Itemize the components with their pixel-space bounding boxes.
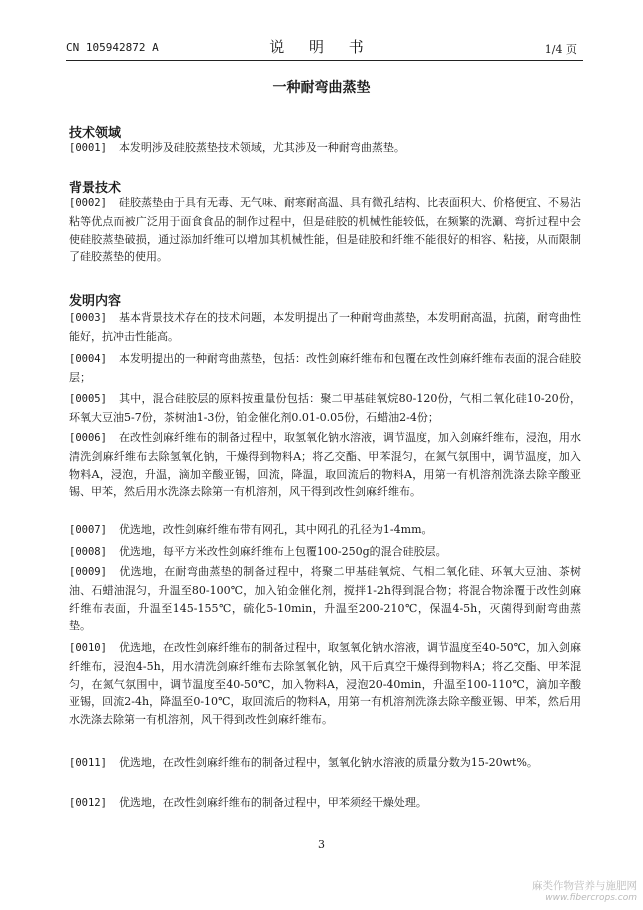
paragraph-number: [0010] bbox=[69, 642, 107, 654]
paragraph-text: 在改性剑麻纤维布的制备过程中，取氢氧化钠水溶液，调节温度，加入剑麻纤维布，浸泡，用水清洗剑麻纤维布去除氢氧化钠，干燥得到物料A；将乙交酯、甲苯混匀，在氮气氛围中，调节温度，加入物料A，浸泡，升温，滴加辛酸亚锡，回流，降温，取回流后的物料A，用第一有机溶剂洗涤去除辛酸亚锡、甲苯，然后用水洗涤去除第一有机溶剂，风干得到改性剑麻纤维布。 bbox=[69, 431, 581, 499]
paragraph bbox=[69, 639, 581, 729]
paragraph bbox=[69, 521, 581, 540]
paragraph bbox=[69, 543, 581, 562]
header-divider bbox=[66, 60, 583, 61]
patent-number: CN 105942872 A bbox=[66, 41, 159, 54]
paragraph-number: [0009] bbox=[69, 566, 107, 578]
page-indicator: 1/4 页 bbox=[544, 43, 577, 56]
paragraph-number: [0001] bbox=[69, 142, 107, 154]
paragraph-text: 其中，混合硅胶层的原料按重量份包括：聚二甲基硅氧烷80-120份，气相二氧化硅10-20份，环氧大豆油5-7份，茶树油1-3份，铂金催化剂0.01-0.05份，石蜡油2-4份； bbox=[69, 392, 581, 424]
paragraph-number: [0008] bbox=[69, 546, 107, 558]
watermark-url: www.fibercrops.com bbox=[545, 893, 637, 903]
section-heading-tech-field: 技术领域 bbox=[69, 126, 122, 141]
paragraph bbox=[69, 563, 581, 635]
paragraph-text: 本发明提出的一种耐弯曲蒸垫，包括：改性剑麻纤维布和包覆在改性剑麻纤维布表面的混合硅胶层； bbox=[69, 352, 581, 384]
page-number: 3 bbox=[318, 838, 325, 851]
paragraph-text: 优选地，在改性剑麻纤维布的制备过程中，氢氧化钠水溶液的质量分数为15-20wt%。 bbox=[118, 756, 538, 769]
paragraph-number: [0012] bbox=[69, 797, 107, 809]
paragraph bbox=[69, 350, 581, 387]
paragraph bbox=[69, 139, 581, 158]
section-heading-content: 发明内容 bbox=[69, 294, 122, 309]
paragraph-number: [0002] bbox=[69, 197, 107, 209]
paragraph-text: 优选地，在耐弯曲蒸垫的制备过程中，将聚二甲基硅氧烷、气相二氧化硅、环氧大豆油、茶树油、石蜡油混匀，升温至80-100℃，加入铂金催化剂，搅拌1-2h得到混合物；将混合物涂覆于改性剑麻纤维布表面，升温至145-155℃，硫化5-10min，升温至200-210℃，保温4-5h，灭菌得到耐弯曲蒸垫。 bbox=[69, 565, 581, 633]
watermark-site-name: 麻类作物营养与施肥网 bbox=[532, 880, 637, 892]
paragraph bbox=[69, 309, 581, 346]
watermark bbox=[532, 878, 637, 903]
paragraph bbox=[69, 194, 581, 266]
paragraph-number: [0011] bbox=[69, 757, 107, 769]
paragraph-text: 基本背景技术存在的技术问题，本发明提出了一种耐弯曲蒸垫，本发明耐高温，抗菌，耐弯曲性能好，抗冲击性能高。 bbox=[69, 311, 581, 343]
paragraph-number: [0006] bbox=[69, 432, 107, 444]
paragraph-text: 优选地，每平方米改性剑麻纤维布上包覆100-250g的混合硅胶层。 bbox=[118, 545, 447, 558]
paragraph-number: [0005] bbox=[69, 393, 107, 405]
paragraph bbox=[69, 390, 581, 427]
paragraph-number: [0004] bbox=[69, 353, 107, 365]
paragraph-number: [0007] bbox=[69, 524, 107, 536]
section-heading-background: 背景技术 bbox=[69, 181, 122, 196]
paragraph-text: 硅胶蒸垫由于具有无毒、无气味、耐寒耐高温、具有微孔结构、比表面积大、价格便宜、不易沾粘等优点而被广泛用于面食食品的制作过程中，但是硅胶的机械性能较低，在频繁的洗涮、弯折过程中会使硅胶蒸垫破损，通过添加纤维可以增加其机械性能，但是硅胶和纤维不能很好的相容、粘接，从而限制了硅胶蒸垫的使用。 bbox=[69, 196, 581, 264]
paragraph-text: 优选地，在改性剑麻纤维布的制备过程中，甲苯须经干燥处理。 bbox=[118, 796, 427, 809]
paragraph bbox=[69, 429, 581, 501]
paragraph-text: 优选地，在改性剑麻纤维布的制备过程中，取氢氧化钠水溶液，调节温度至40-50℃，加入剑麻纤维布，浸泡4-5h，用水清洗剑麻纤维布去除氢氧化钠，风干后真空干燥得到物料A；将乙交酯、甲苯混匀，在氮气氛围中，调节温度至40-50℃，加入物料A，浸泡20-40min，升温至100-110℃，滴加辛酸亚锡，回流2-4h，降温至0-10℃，取回流后的物料A，用第一有机溶剂洗涤去除辛酸亚锡、甲苯，然后用水洗涤去除第一有机溶剂，风干得到改性剑麻纤维布。 bbox=[69, 641, 581, 727]
document-type: 说 明 书 bbox=[269, 38, 374, 56]
paragraph-text: 本发明涉及硅胶蒸垫技术领域，尤其涉及一种耐弯曲蒸垫。 bbox=[118, 141, 405, 154]
paragraph-text: 优选地，改性剑麻纤维布带有网孔，其中网孔的孔径为1-4mm。 bbox=[118, 523, 433, 536]
paragraph-number: [0003] bbox=[69, 312, 107, 324]
paragraph bbox=[69, 794, 581, 813]
paragraph bbox=[69, 754, 581, 773]
document-title: 一种耐弯曲蒸垫 bbox=[272, 80, 371, 96]
